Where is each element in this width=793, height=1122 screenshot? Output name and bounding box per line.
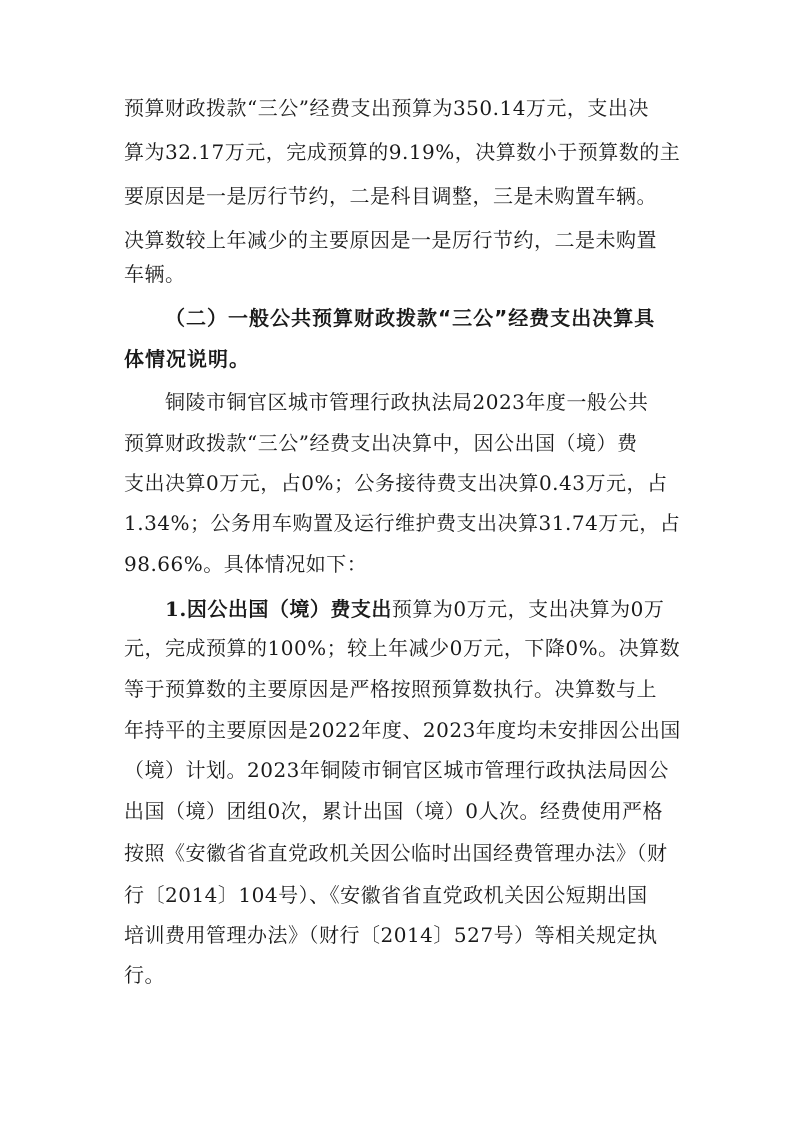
item-first-line	[165, 597, 725, 621]
paragraph-line: （境）计划。2023年铜陵市铜官区城市管理行政执法局因公	[124, 758, 669, 782]
paragraph-line: 决算数较上年减少的主要原因是一是厉行节约，二是未购置	[124, 228, 657, 252]
paragraph-line: 元，完成预算的100%；较上年减少0万元，下降0%。决算数	[124, 636, 681, 660]
paragraph-line: 支出决算0万元，占0%；公务接待费支出决算0.43万元，占	[124, 471, 668, 495]
paragraph-line: 按照《安徽省省直党政机关因公临时出国经费管理办法》（财	[124, 841, 668, 865]
paragraph-line: 98.66%。具体情况如下：	[124, 552, 368, 576]
paragraph-line: 等于预算数的主要原因是严格按照预算数执行。决算数与上	[124, 677, 657, 701]
item-label: 1.因公出国（境）费支出	[165, 597, 392, 621]
paragraph-line: 行〔2014〕104号）、《安徽省省直党政机关因公短期出国	[124, 883, 648, 907]
section-heading: （二）一般公共预算财政拨款“三公”经费支出决算具	[165, 306, 656, 330]
section-heading: 体情况说明。	[124, 347, 250, 371]
paragraph-line: 铜陵市铜官区城市管理行政执法局2023年度一般公共	[165, 390, 649, 414]
paragraph-line: 算为32.17万元，完成预算的9.19%，决算数小于预算数的主	[124, 140, 681, 164]
paragraph-line: 预算财政拨款“三公”经费支出决算中，因公出国（境）费	[124, 431, 638, 455]
item-text: 预算为0万元，支出决算为0万	[391, 597, 665, 621]
paragraph-line: 要原因是一是厉行节约，二是科目调整，三是未购置车辆。	[124, 184, 657, 208]
paragraph-line: 车辆。	[124, 262, 186, 286]
paragraph-line: 出国（境）团组0次，累计出国（境）0人次。经费使用严格	[124, 799, 663, 823]
paragraph-line: 预算财政拨款“三公”经费支出预算为350.14万元，支出决	[124, 96, 649, 120]
paragraph-line: 行。	[124, 963, 165, 987]
paragraph-line: 年持平的主要原因是2022年度、2023年度均未安排因公出国	[124, 718, 681, 742]
paragraph-line: 培训费用管理办法》（财行〔2014〕527号）等相关规定执	[124, 923, 658, 947]
paragraph-line: 1.34%；公务用车购置及运行维护费支出决算31.74万元，占	[124, 511, 681, 535]
